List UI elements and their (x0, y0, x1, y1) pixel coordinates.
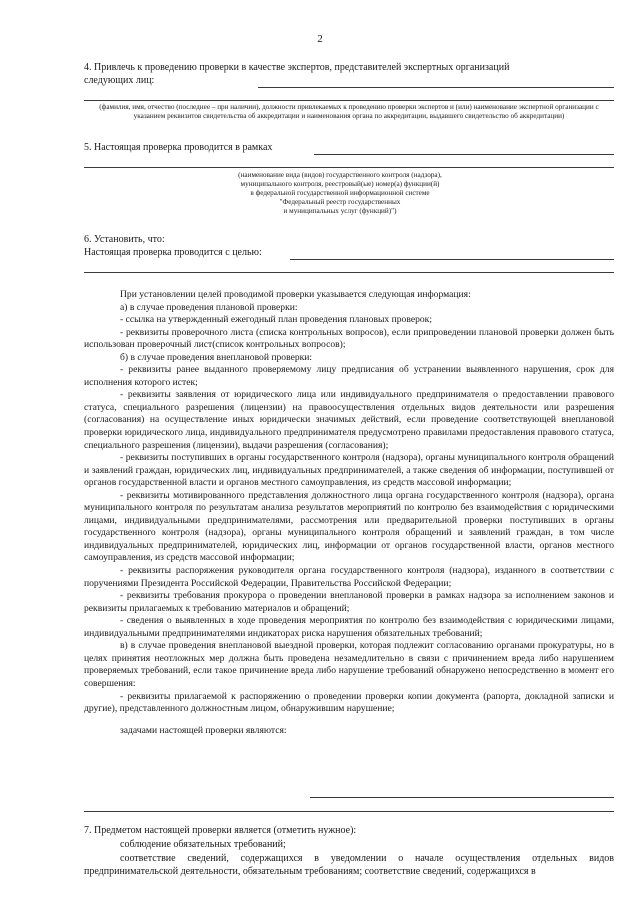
section-7-item-1: соблюдение обязательных требований; (120, 839, 286, 850)
instructions-body (84, 289, 614, 737)
paragraph: - сведения о выявленных в ходе проведения мероприятия по контролю без взаимодействия с юридическими лицами, индивидуальными предпринимателями индикаторах риска нарушения обязательных требований; (84, 615, 614, 639)
caption-line: и муниципальных услуг (функций)") (283, 207, 397, 215)
page-number: 2 (317, 33, 323, 45)
section-7-line-1: 7. Предметом настоящей проверки является (отметить нужное): (84, 825, 357, 836)
fill-line (290, 259, 614, 260)
paragraph: - реквизиты поступивших в органы государственного контроля (надзора), органы муниципального контроля обращений и заявлений граждан, юридических лиц, индивидуальных предпринимателей, а также сведения об информации, поступившей от органов государственной власти и органов местного самоуправления, из средств массовой информации; (84, 452, 614, 489)
fill-line (84, 167, 614, 168)
paragraph: - реквизиты прилагаемой к распоряжению о проведении проверки копии документа (рапорта, докладной записки и другие), представленного должностным лицом, обнаружившим нарушение; (84, 690, 614, 715)
fill-line (258, 87, 614, 88)
paragraph: а) в случае проведения плановой проверки: (120, 301, 298, 313)
caption-line: "Федеральный реестр государственных (279, 198, 401, 206)
paragraph: задачами настоящей проверки являются: (120, 724, 287, 736)
paragraph: в) в случае проведения внеплановой выездной проверки, которая подлежит согласованию органами прокуратуры, но в целях принятия неотложных мер должна быть проведена незамедлительно в связи с причинением вреда либо нарушением проверяемых требований, если такое причинение вреда либо нарушение требований обнаружено непосредственно в момент его совершения: (84, 640, 614, 689)
fill-line (310, 797, 614, 798)
paragraph: - реквизиты ранее выданного проверяемому лицу предписания об устранении выявленного нарушения, срок для исполнения которого истек; (84, 364, 614, 388)
fill-line (84, 272, 614, 273)
paragraph: - реквизиты требования прокурора о проведении внеплановой проверки в рамках надзора за исполнением законов и реквизиты прилагаемых к требованию материалов и обращений; (84, 590, 614, 614)
section-7-item-2: соответствие сведений, содержащихся в уведомлении о начале осуществления отдельных видов предпринимательской деятельности, обязательным требованиям; соответствие сведений, содержащихся в (84, 853, 614, 877)
section-4-caption: (фамилия, имя, отчество (последнее – при наличии), должности привлекаемых к проведению проверки экспертов и (или) наименование экспертной организации с указанием реквизитов свидетельства об аккредитации и наименования органа по аккредитации, выдавшего свидетельство об аккредитации) (99, 103, 599, 120)
section-5-line-1: 5. Настоящая проверка проводится в рамках (84, 142, 273, 153)
caption-line: в федеральной государственной информационной системе (250, 189, 430, 197)
paragraph: - реквизиты распоряжения руководителя органа государственного контроля (надзора), изданного в соответствии с поручениями Президента Российской Федерации, Правительства Российской Федерации; (84, 565, 614, 589)
paragraph: - реквизиты мотивированного представления должностного лица органа государственного контроля (надзора), органа муниципального контроля по результатам анализа результатов мероприятий по контролю без взаимодействия с юридическими лицами, индивидуальными предпринимателями, рассмотрения или предварительной проверки поступивших в органы государственного контроля (надзора), органы муниципального контроля обращений и заявлений граждан, в том числе индивидуальных предпринимателей, юридических лиц, информации от органов государственной власти, органов местного самоуправления, из средств массовой информации; (84, 489, 614, 564)
fill-line (84, 100, 614, 101)
paragraph: - реквизиты проверочного листа (списка контрольных вопросов), если припроведении плановой проверки должен быть использован проверочный лист(список контрольных вопросов); (84, 326, 614, 351)
section-6-line-2: Настоящая проверка проводится с целью: (84, 247, 262, 258)
paragraph: - реквизиты заявления от юридического лица или индивидуального предпринимателя о предоставлении правового статуса, специального разрешения (лицензии) на правоосуществления отдельных видов деятельности или разрешения (согласования) на осуществление иных юридически значимых действий, если проведение соответствующей внеплановой проверки юридического лица, индивидуального предпринимателя предусмотрено правилами предоставления правового статуса, специального разрешения (лицензии), выдачи разрешения (согласования); (84, 389, 614, 451)
fill-line (84, 811, 614, 812)
paragraph: При установлении целей проводимой проверки указывается следующая информация: (120, 289, 471, 300)
caption-line: (наименование вида (видов) государственного контроля (надзора), (238, 171, 442, 179)
section-6-line-1: 6. Установить, что: (84, 234, 165, 245)
section-5-caption (200, 171, 480, 216)
paragraph: б) в случае проведения внеплановой проверки: (120, 351, 313, 363)
caption-line: муниципального контроля, реестровый(ые) номер(а) функции(й) (240, 180, 440, 188)
section-4-line-1: 4. Привлечь к проведению проверки в качестве экспертов, представителей экспертных организаций (84, 62, 510, 73)
paragraph: - ссылка на утвержденный ежегодный план проведения плановых проверок; (120, 314, 432, 326)
fill-line (314, 154, 614, 155)
section-4-line-2: следующих лиц: (84, 75, 155, 86)
